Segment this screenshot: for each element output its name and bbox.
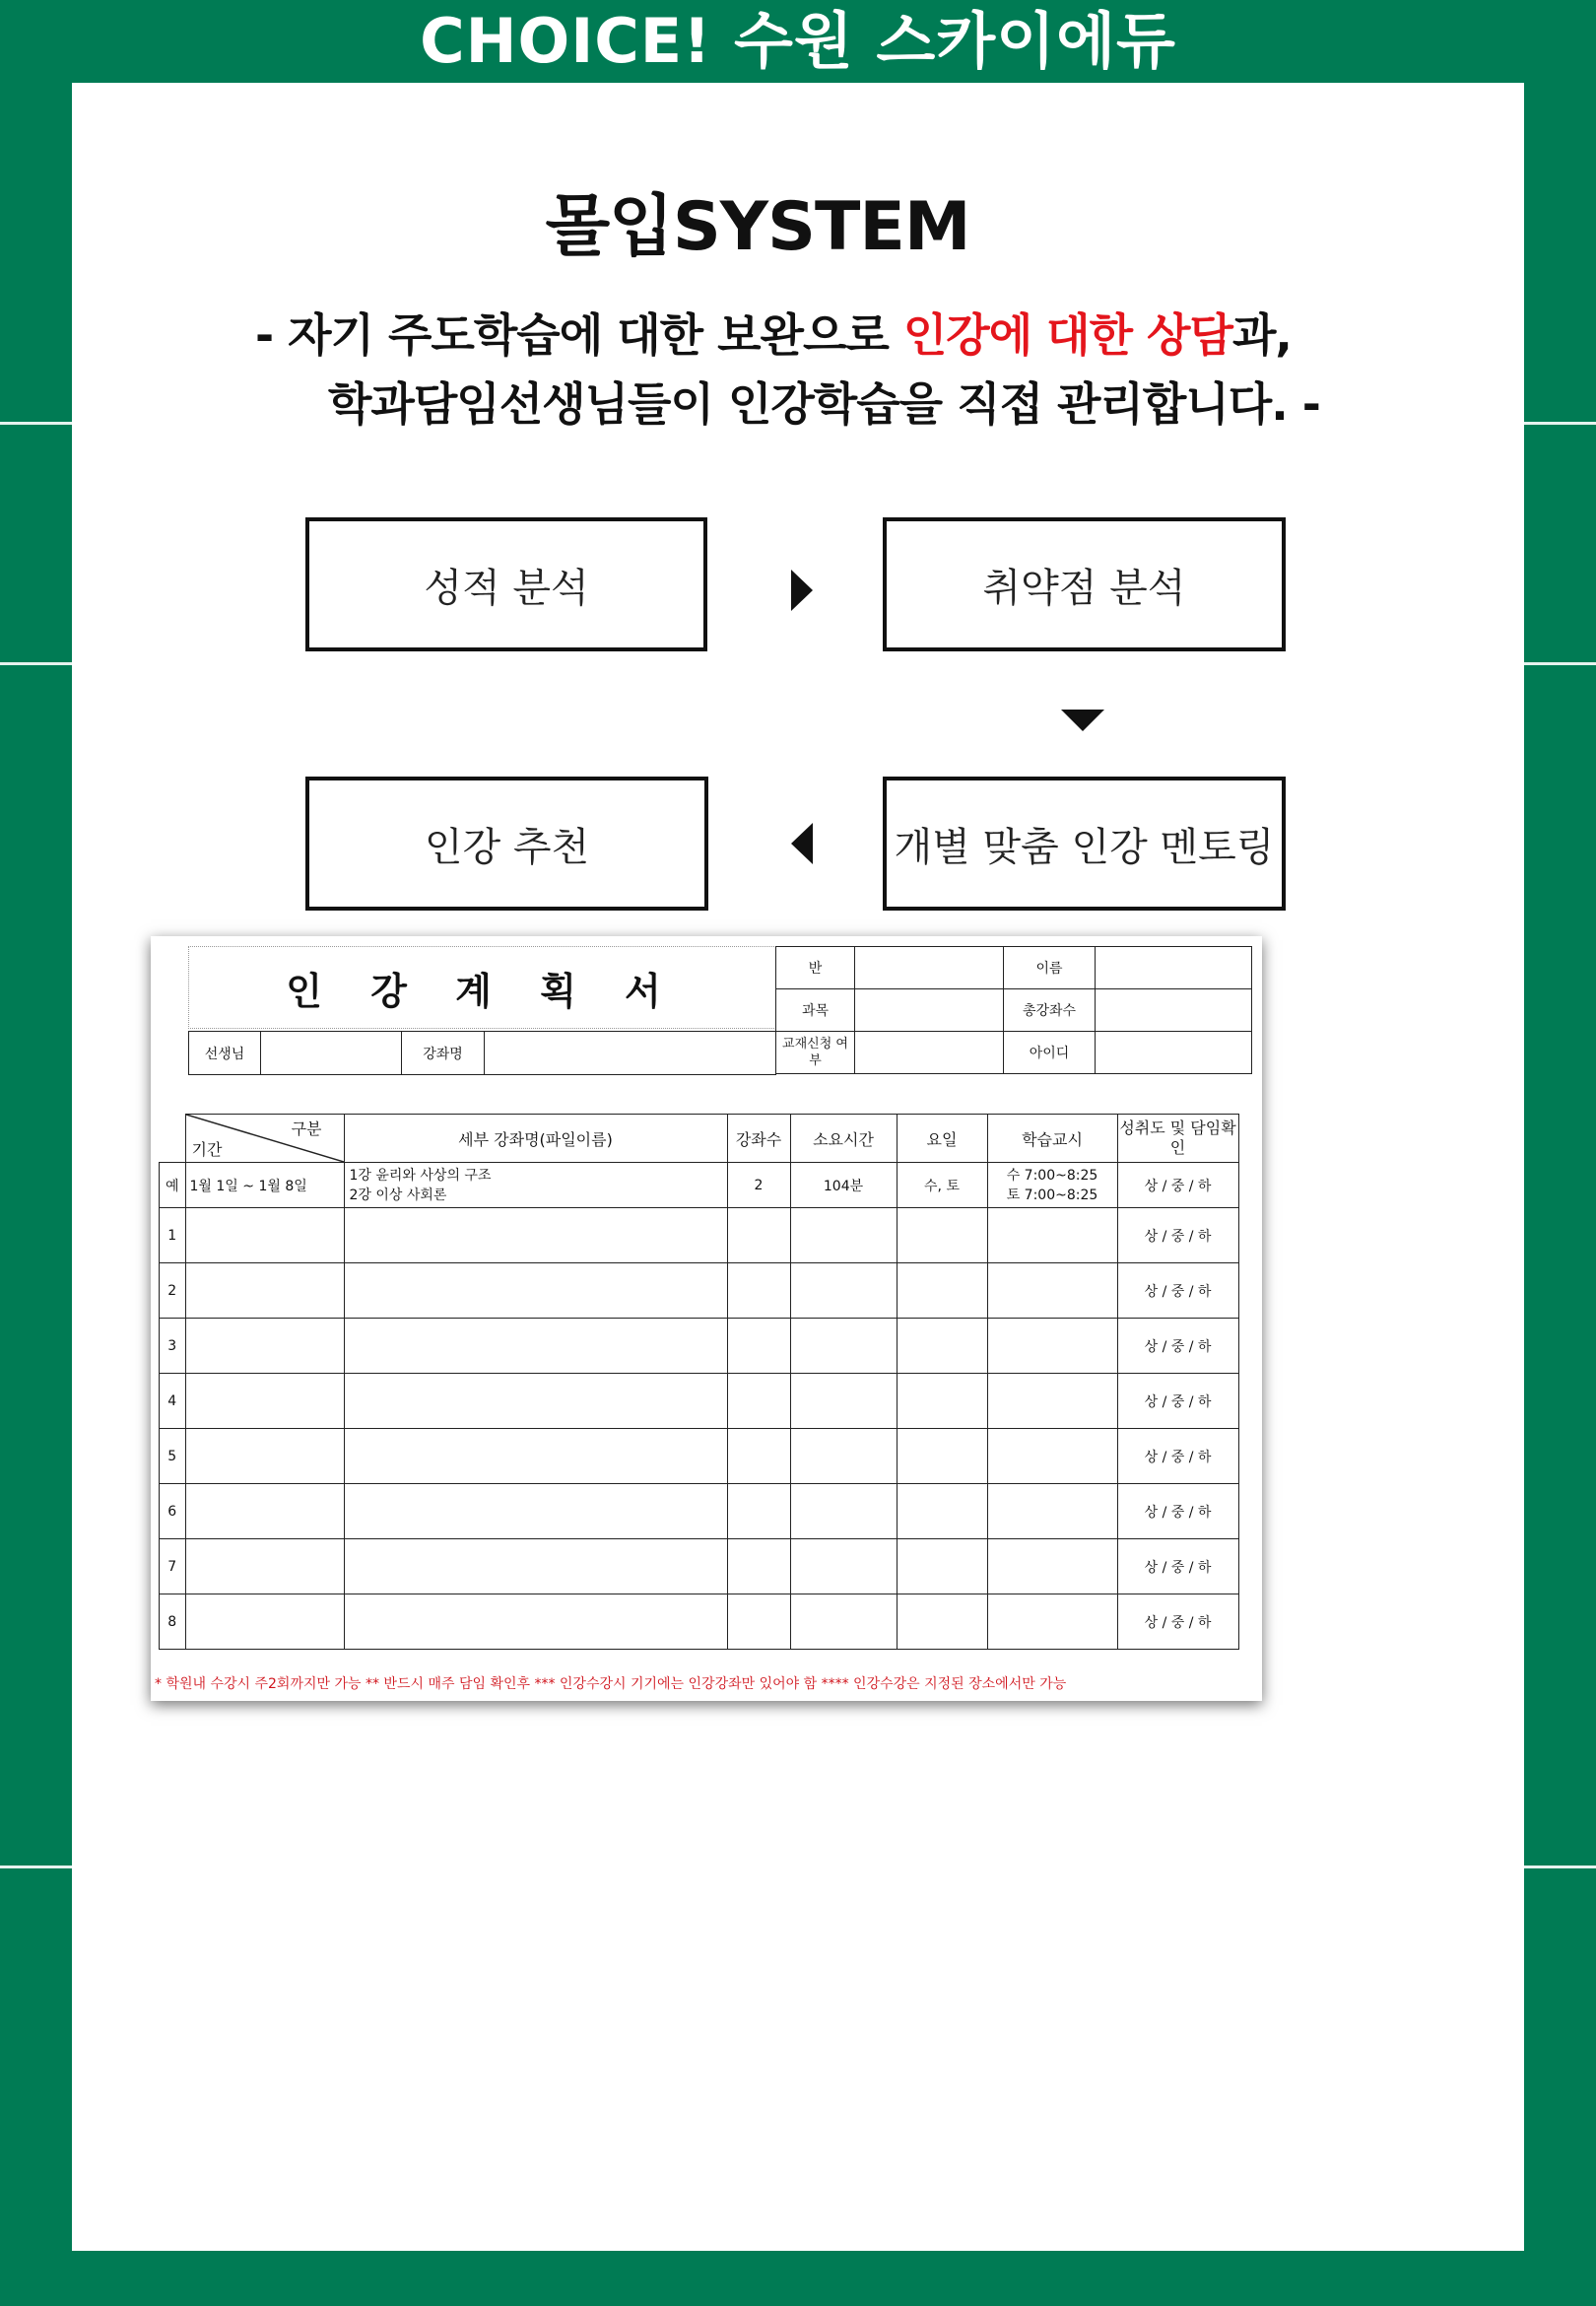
- row-day: [897, 1594, 987, 1650]
- form-footnote: * 학원내 수강시 주2회까지만 가능 ** 반드시 매주 담임 확인후 *** 인강수강시 기기에는 인강강좌만 있어야 함 **** 인강수강은 지정된 장소에서만 가능: [155, 1676, 1067, 1692]
- row-achievement: 상 / 중 / 하: [1117, 1208, 1238, 1263]
- count-header: 강좌수: [727, 1115, 790, 1163]
- row-achievement: 상 / 중 / 하: [1117, 1263, 1238, 1319]
- row-time: [790, 1594, 897, 1650]
- flow-step-custom-mentoring: 개별 맞춤 인강 멘토링: [883, 777, 1286, 911]
- row-time: [790, 1208, 897, 1263]
- info-label-id: 아이디: [1004, 1032, 1096, 1074]
- row-detail: [344, 1319, 727, 1374]
- row-number: 8: [160, 1594, 186, 1650]
- row-study-time: [987, 1374, 1117, 1429]
- plan-row: [160, 1594, 1239, 1650]
- row-study-time: [987, 1539, 1117, 1594]
- info-value-total: [1096, 989, 1252, 1032]
- system-title: 몰입SYSTEM: [545, 188, 970, 266]
- arrow-down-icon: [1061, 710, 1104, 731]
- row-day: [897, 1374, 987, 1429]
- row-time: [790, 1539, 897, 1594]
- day-header: 요일: [897, 1115, 987, 1163]
- info-value-name: [1096, 947, 1252, 989]
- row-period: [185, 1208, 344, 1263]
- category-period-header: [185, 1115, 344, 1163]
- teacher-value: [261, 1032, 402, 1075]
- row-achievement: 상 / 중 / 하: [1117, 1539, 1238, 1594]
- row-day: [897, 1429, 987, 1484]
- left-margin-line-3: [0, 1865, 72, 1868]
- period-header: 기간: [191, 1140, 223, 1159]
- example-study-1: 수 7:00~8:25: [1006, 1167, 1098, 1184]
- example-count: 2: [727, 1163, 790, 1208]
- row-day: [897, 1208, 987, 1263]
- arrow-left-icon: [791, 823, 813, 864]
- row-number: 4: [160, 1374, 186, 1429]
- arrow-right-icon: [791, 570, 813, 611]
- info-label-ban: 반: [776, 947, 855, 989]
- plan-row: [160, 1208, 1239, 1263]
- row-count: [727, 1263, 790, 1319]
- intro-highlight: 인강에 대한 상담: [902, 308, 1232, 362]
- flow-step-lecture-recommend: 인강 추천: [305, 777, 708, 911]
- student-info-table: [775, 946, 1252, 1074]
- corner-cell: [160, 1115, 186, 1163]
- row-count: [727, 1319, 790, 1374]
- row-detail: [344, 1374, 727, 1429]
- row-count: [727, 1539, 790, 1594]
- flow-step-weakness-analysis: 취약점 분석: [883, 517, 1286, 651]
- info-value-ban: [855, 947, 1004, 989]
- plan-rows: [160, 1208, 1239, 1650]
- row-period: [185, 1374, 344, 1429]
- example-period: 1월 1일 ~ 1월 8일: [185, 1163, 344, 1208]
- row-time: [790, 1429, 897, 1484]
- right-margin-line-3: [1524, 1865, 1596, 1868]
- left-margin-line-1: [0, 422, 72, 425]
- row-day: [897, 1539, 987, 1594]
- intro-line-1-prefix: - 자기 주도학습에 대한 보완으로: [255, 308, 903, 362]
- info-value-subject: [855, 989, 1004, 1032]
- row-count: [727, 1429, 790, 1484]
- row-achievement: 상 / 중 / 하: [1117, 1594, 1238, 1650]
- row-detail: [344, 1429, 727, 1484]
- lecture-name-value: [485, 1032, 776, 1075]
- plan-row: [160, 1429, 1239, 1484]
- row-achievement: 상 / 중 / 하: [1117, 1484, 1238, 1539]
- info-label-subject: 과목: [776, 989, 855, 1032]
- plan-row: [160, 1374, 1239, 1429]
- right-margin-line-1: [1524, 422, 1596, 425]
- lecture-name-label: 강좌명: [402, 1032, 485, 1075]
- row-number: 2: [160, 1263, 186, 1319]
- example-study: [987, 1163, 1117, 1208]
- row-study-time: [987, 1594, 1117, 1650]
- info-label-textbook: 교재신청 여부: [776, 1032, 855, 1074]
- plan-row: [160, 1484, 1239, 1539]
- example-day: 수, 토: [897, 1163, 987, 1208]
- category-header: 구분: [291, 1119, 322, 1138]
- intro-line-2: 학과담임선생님들이 인강학습을 직접 관리합니다. -: [328, 377, 1320, 431]
- row-period: [185, 1319, 344, 1374]
- example-study-2: 토 7:00~8:25: [1006, 1187, 1098, 1203]
- row-detail: [344, 1263, 727, 1319]
- example-time: 104분: [790, 1163, 897, 1208]
- plan-row: [160, 1263, 1239, 1319]
- row-count: [727, 1594, 790, 1650]
- plan-row: [160, 1319, 1239, 1374]
- example-detail-2: 2강 이상 사회론: [349, 1187, 447, 1203]
- row-count: [727, 1374, 790, 1429]
- info-label-total: 총강좌수: [1004, 989, 1096, 1032]
- row-study-time: [987, 1319, 1117, 1374]
- row-time: [790, 1319, 897, 1374]
- row-day: [897, 1263, 987, 1319]
- info-label-name: 이름: [1004, 947, 1096, 989]
- row-period: [185, 1263, 344, 1319]
- row-detail: [344, 1484, 727, 1539]
- row-detail: [344, 1208, 727, 1263]
- row-time: [790, 1374, 897, 1429]
- intro-line-1-suffix: 과,: [1231, 308, 1292, 362]
- row-period: [185, 1539, 344, 1594]
- intro-line-1: [255, 300, 1292, 365]
- time-header: 소요시간: [790, 1115, 897, 1163]
- row-period: [185, 1429, 344, 1484]
- study-time-header: 학습교시: [987, 1115, 1117, 1163]
- row-detail: [344, 1594, 727, 1650]
- plan-row: [160, 1539, 1239, 1594]
- left-margin-line-2: [0, 662, 72, 665]
- example-label: 예: [160, 1163, 186, 1208]
- row-study-time: [987, 1429, 1117, 1484]
- row-count: [727, 1208, 790, 1263]
- row-period: [185, 1594, 344, 1650]
- example-detail-1: 1강 윤리와 사상의 구조: [349, 1167, 492, 1184]
- row-study-time: [987, 1263, 1117, 1319]
- example-detail: [344, 1163, 727, 1208]
- row-number: 6: [160, 1484, 186, 1539]
- row-study-time: [987, 1484, 1117, 1539]
- row-achievement: 상 / 중 / 하: [1117, 1429, 1238, 1484]
- row-day: [897, 1319, 987, 1374]
- teacher-label: 선생님: [189, 1032, 261, 1075]
- example-achievement: 상 / 중 / 하: [1117, 1163, 1238, 1208]
- row-achievement: 상 / 중 / 하: [1117, 1374, 1238, 1429]
- example-row: [160, 1163, 1239, 1208]
- row-number: 5: [160, 1429, 186, 1484]
- flow-step-grade-analysis: 성적 분석: [305, 517, 707, 651]
- row-study-time: [987, 1208, 1117, 1263]
- row-detail: [344, 1539, 727, 1594]
- row-day: [897, 1484, 987, 1539]
- row-period: [185, 1484, 344, 1539]
- info-value-id: [1096, 1032, 1252, 1074]
- row-number: 3: [160, 1319, 186, 1374]
- detail-header: 세부 강좌명(파일이름): [344, 1115, 727, 1163]
- teacher-table: [188, 1031, 776, 1075]
- row-count: [727, 1484, 790, 1539]
- row-time: [790, 1484, 897, 1539]
- info-value-textbook: [855, 1032, 1004, 1074]
- row-time: [790, 1263, 897, 1319]
- achievement-header: 성취도 및 담임확인: [1117, 1115, 1238, 1163]
- row-number: 1: [160, 1208, 186, 1263]
- page-header-title: CHOICE! 수원 스카이에듀: [420, 5, 1176, 77]
- lecture-plan-form: [151, 936, 1262, 1701]
- row-number: 7: [160, 1539, 186, 1594]
- form-title: 인 강 계 획 서: [188, 946, 776, 1029]
- plan-table: [159, 1114, 1239, 1650]
- row-achievement: 상 / 중 / 하: [1117, 1319, 1238, 1374]
- right-margin-line-2: [1524, 662, 1596, 665]
